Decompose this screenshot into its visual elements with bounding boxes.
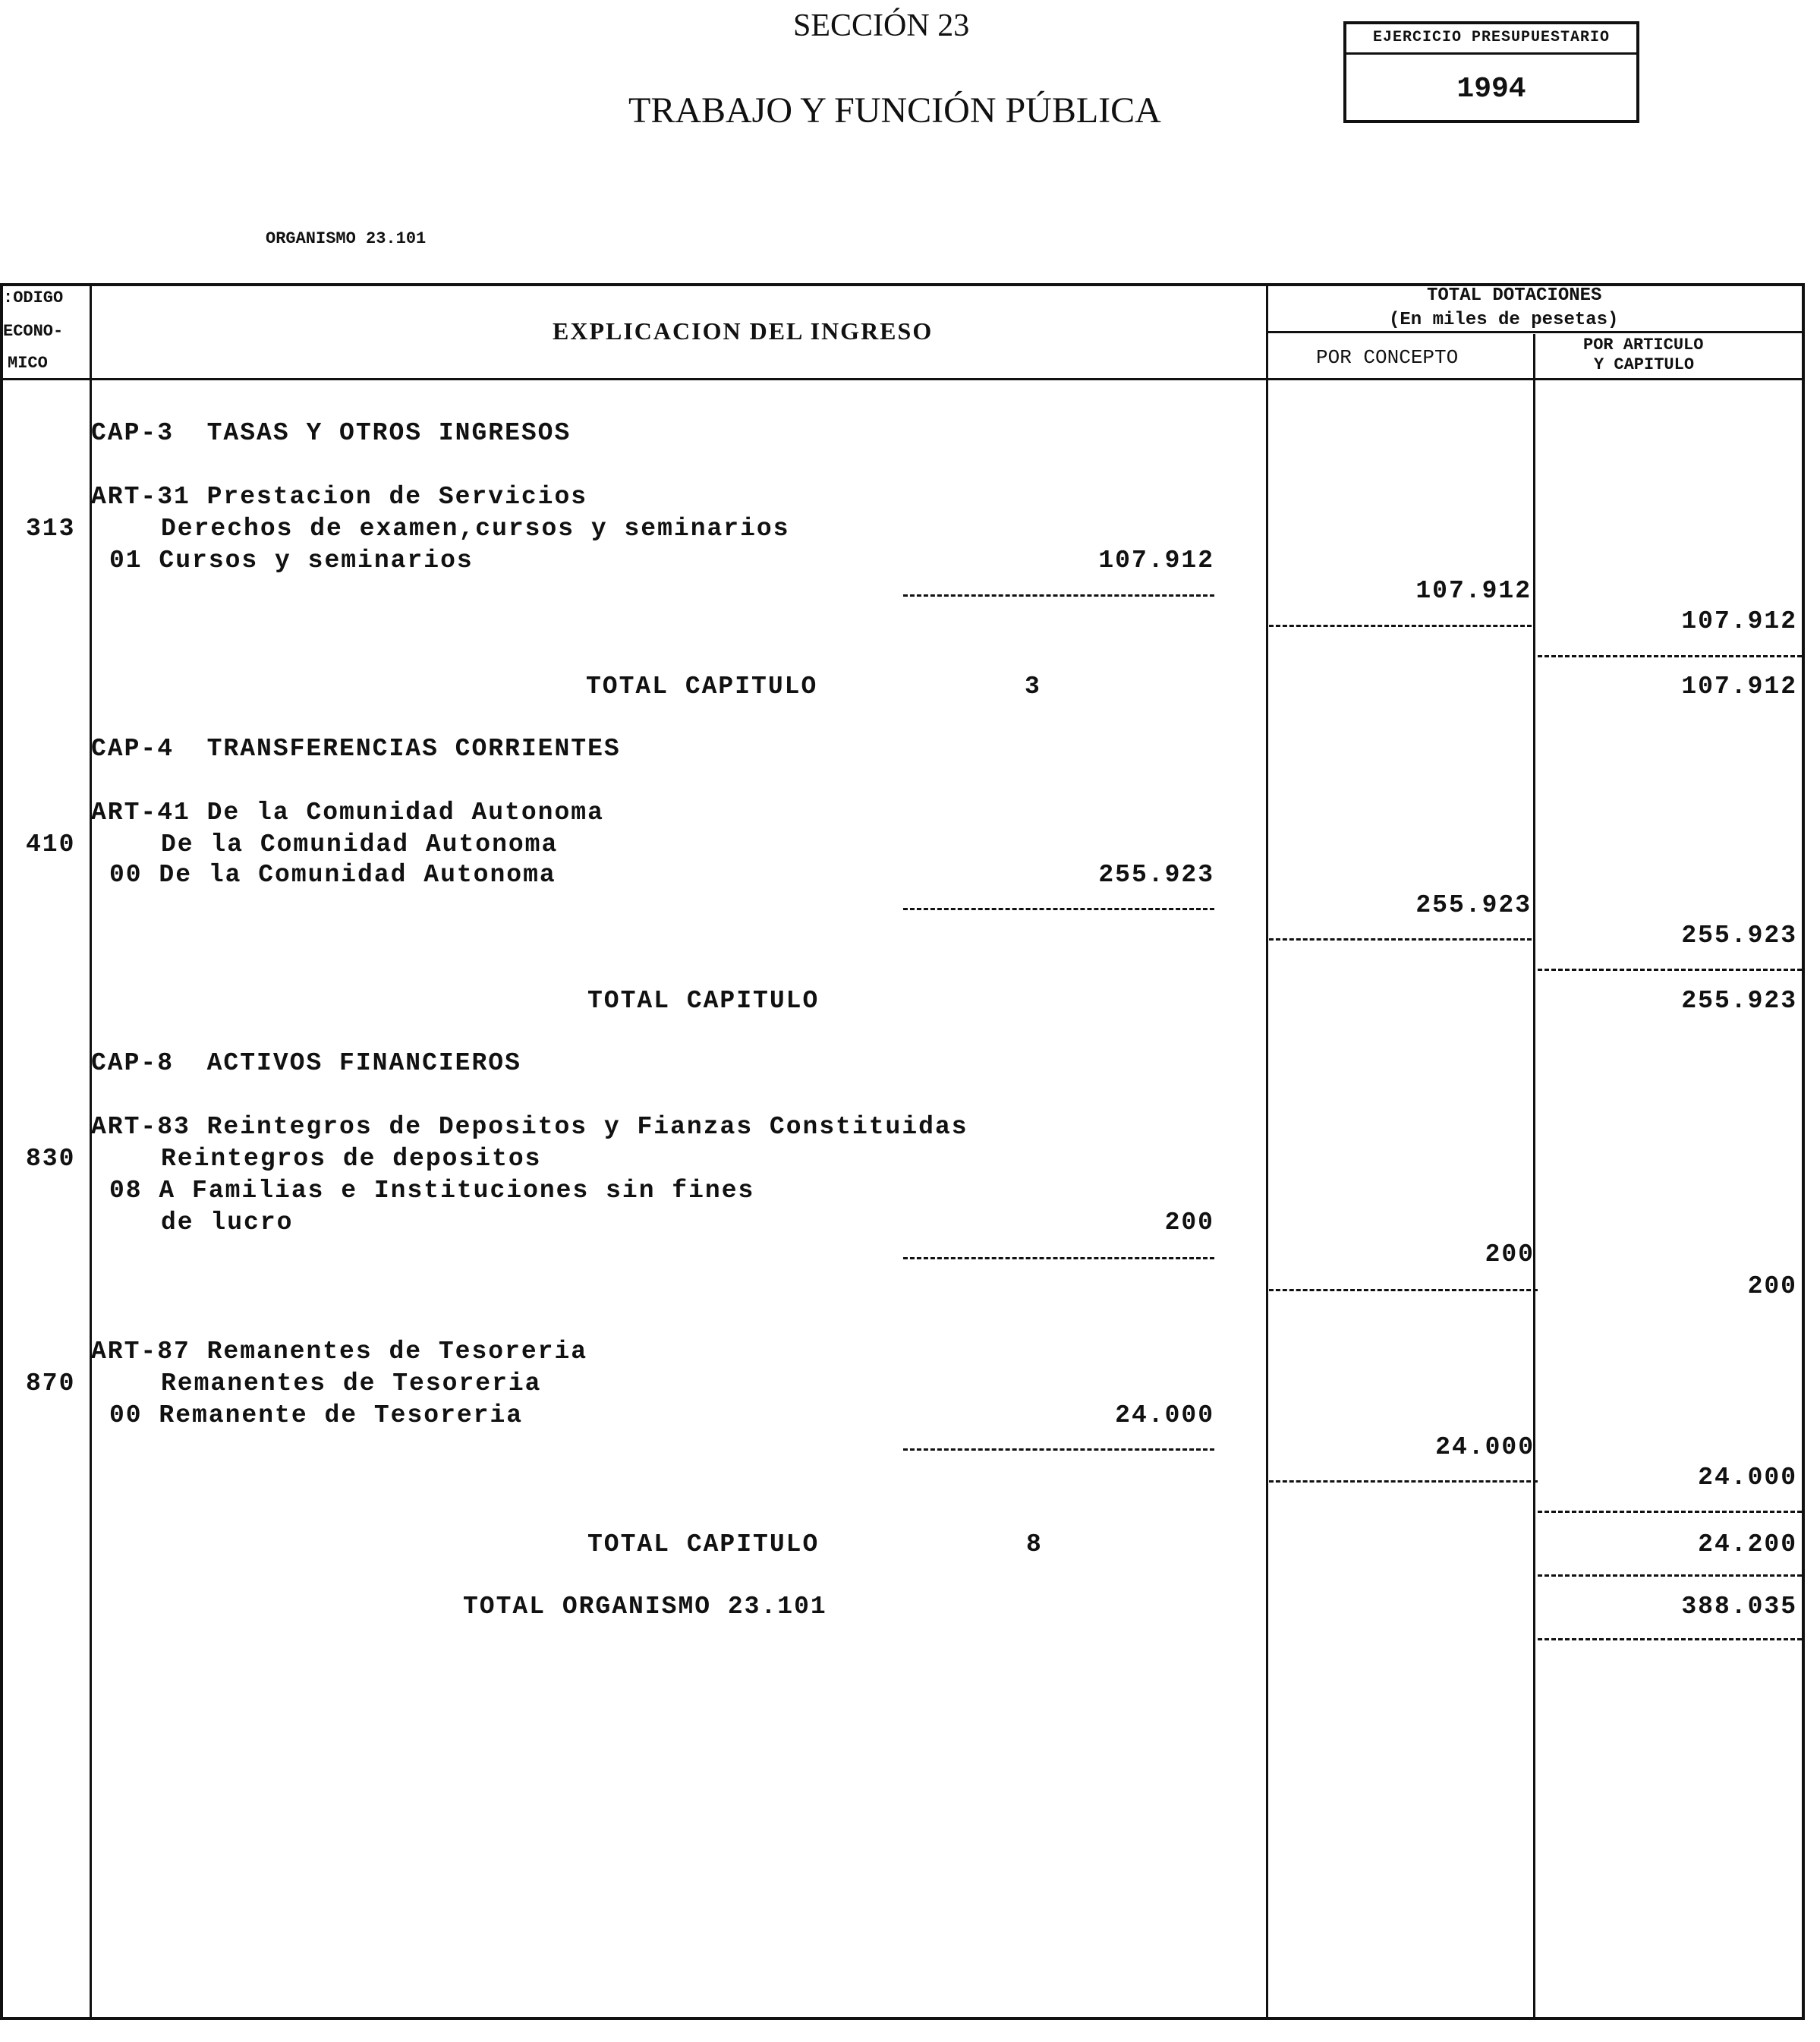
total-chapter-8-amount: 24.200 xyxy=(1698,1530,1797,1558)
code-header-line1: :ODIGO xyxy=(3,288,64,307)
fiscal-year-label: EJERCICIO PRESUPUESTARIO xyxy=(1346,29,1636,55)
code-header-line2: ECONO- xyxy=(3,322,64,341)
separator xyxy=(903,594,1214,597)
total-chapter-8-label: TOTAL CAPITULO xyxy=(587,1530,820,1558)
separator xyxy=(1538,969,1802,971)
chapter-8-heading: CAP-8 ACTIVOS FINANCIEROS xyxy=(91,1049,521,1077)
concept-313: Derechos de examen,cursos y seminarios xyxy=(161,515,790,543)
separator xyxy=(1269,1289,1538,1291)
subconcept-870-00-amount: 24.000 xyxy=(1115,1401,1214,1429)
total-chapter-3-number: 3 xyxy=(1025,673,1041,701)
article-41-amount: 255.923 xyxy=(1681,922,1797,950)
subconcept-410-00: 00 De la Comunidad Autonoma xyxy=(109,861,556,889)
code-313: 313 xyxy=(26,515,76,543)
chapter-3-heading: CAP-3 TASAS Y OTROS INGRESOS xyxy=(91,419,572,447)
article-41-heading: ART-41 De la Comunidad Autonoma xyxy=(91,799,604,827)
code-870: 870 xyxy=(26,1369,76,1398)
code-410: 410 xyxy=(26,830,76,859)
article-87-amount: 24.000 xyxy=(1698,1464,1797,1492)
concept-830-amount: 200 xyxy=(1485,1240,1535,1268)
separator xyxy=(1538,655,1802,657)
total-dotaciones-header: TOTAL DOTACIONES xyxy=(1427,285,1602,306)
separator xyxy=(1538,1574,1802,1577)
concept-410-amount: 255.923 xyxy=(1415,891,1532,919)
separator xyxy=(1269,938,1532,941)
fiscal-year-box xyxy=(1343,21,1639,123)
por-articulo-header-line2: Y CAPITULO xyxy=(1594,355,1695,374)
total-chapter-4-label: TOTAL CAPITULO xyxy=(587,987,820,1015)
code-830: 830 xyxy=(26,1145,76,1173)
subconcept-830-08: 08 A Familias e Instituciones sin fines xyxy=(109,1177,755,1205)
article-83-amount: 200 xyxy=(1747,1272,1797,1300)
subconcept-870-00: 00 Remanente de Tesoreria xyxy=(109,1401,524,1429)
total-organismo-amount: 388.035 xyxy=(1681,1593,1797,1621)
separator xyxy=(1269,1480,1538,1483)
chapter-4-heading: CAP-4 TRANSFERENCIAS CORRIENTES xyxy=(91,735,621,763)
total-header-divider xyxy=(1266,331,1805,333)
organismo-label: ORGANISMO 23.101 xyxy=(266,229,427,248)
concept-313-amount: 107.912 xyxy=(1415,577,1532,605)
article-87-heading: ART-87 Remanentes de Tesoreria xyxy=(91,1338,588,1366)
concept-column-divider xyxy=(1533,334,1535,2020)
total-chapter-8-number: 8 xyxy=(1026,1530,1043,1558)
separator xyxy=(1538,1511,1802,1513)
explanation-header: EXPLICACION DEL INGRESO xyxy=(553,317,934,345)
separator xyxy=(903,908,1214,910)
subconcept-313-01-amount: 107.912 xyxy=(1098,547,1214,575)
explanation-column-divider xyxy=(1266,283,1268,2020)
code-header-line3: MICO xyxy=(8,354,48,373)
separator xyxy=(1269,625,1532,627)
code-column-divider xyxy=(90,283,92,2020)
separator xyxy=(1538,1638,1802,1640)
subconcept-830-08-amount: 200 xyxy=(1164,1208,1214,1237)
total-chapter-3-amount: 107.912 xyxy=(1681,673,1797,701)
subconcept-410-00-amount: 255.923 xyxy=(1098,861,1214,889)
concept-870: Remanentes de Tesoreria xyxy=(161,1369,542,1398)
por-concepto-header: POR CONCEPTO xyxy=(1316,346,1459,369)
header-bottom-line xyxy=(0,378,1805,380)
por-articulo-header-line1: POR ARTICULO xyxy=(1583,336,1704,355)
concept-830: Reintegros de depositos xyxy=(161,1145,542,1173)
separator xyxy=(903,1257,1214,1259)
total-organismo-label: TOTAL ORGANISMO 23.101 xyxy=(463,1593,827,1621)
article-31-heading: ART-31 Prestacion de Servicios xyxy=(91,483,588,511)
total-unit-header: (En miles de pesetas) xyxy=(1389,310,1619,330)
article-31-amount: 107.912 xyxy=(1681,607,1797,635)
fiscal-year-value: 1994 xyxy=(1456,73,1526,106)
subconcept-313-01: 01 Cursos y seminarios xyxy=(109,547,474,575)
section-title: SECCIÓN 23 xyxy=(793,8,970,43)
separator xyxy=(903,1448,1214,1451)
subconcept-830-08-cont: de lucro xyxy=(161,1208,294,1237)
ministry-title: TRABAJO Y FUNCIÓN PÚBLICA xyxy=(628,90,1161,131)
total-chapter-4-amount: 255.923 xyxy=(1681,987,1797,1015)
concept-870-amount: 24.000 xyxy=(1435,1433,1535,1461)
concept-410: De la Comunidad Autonoma xyxy=(161,830,559,859)
article-83-heading: ART-83 Reintegros de Depositos y Fianzas Constituidas xyxy=(91,1113,968,1141)
total-chapter-3-label: TOTAL CAPITULO xyxy=(586,673,818,701)
